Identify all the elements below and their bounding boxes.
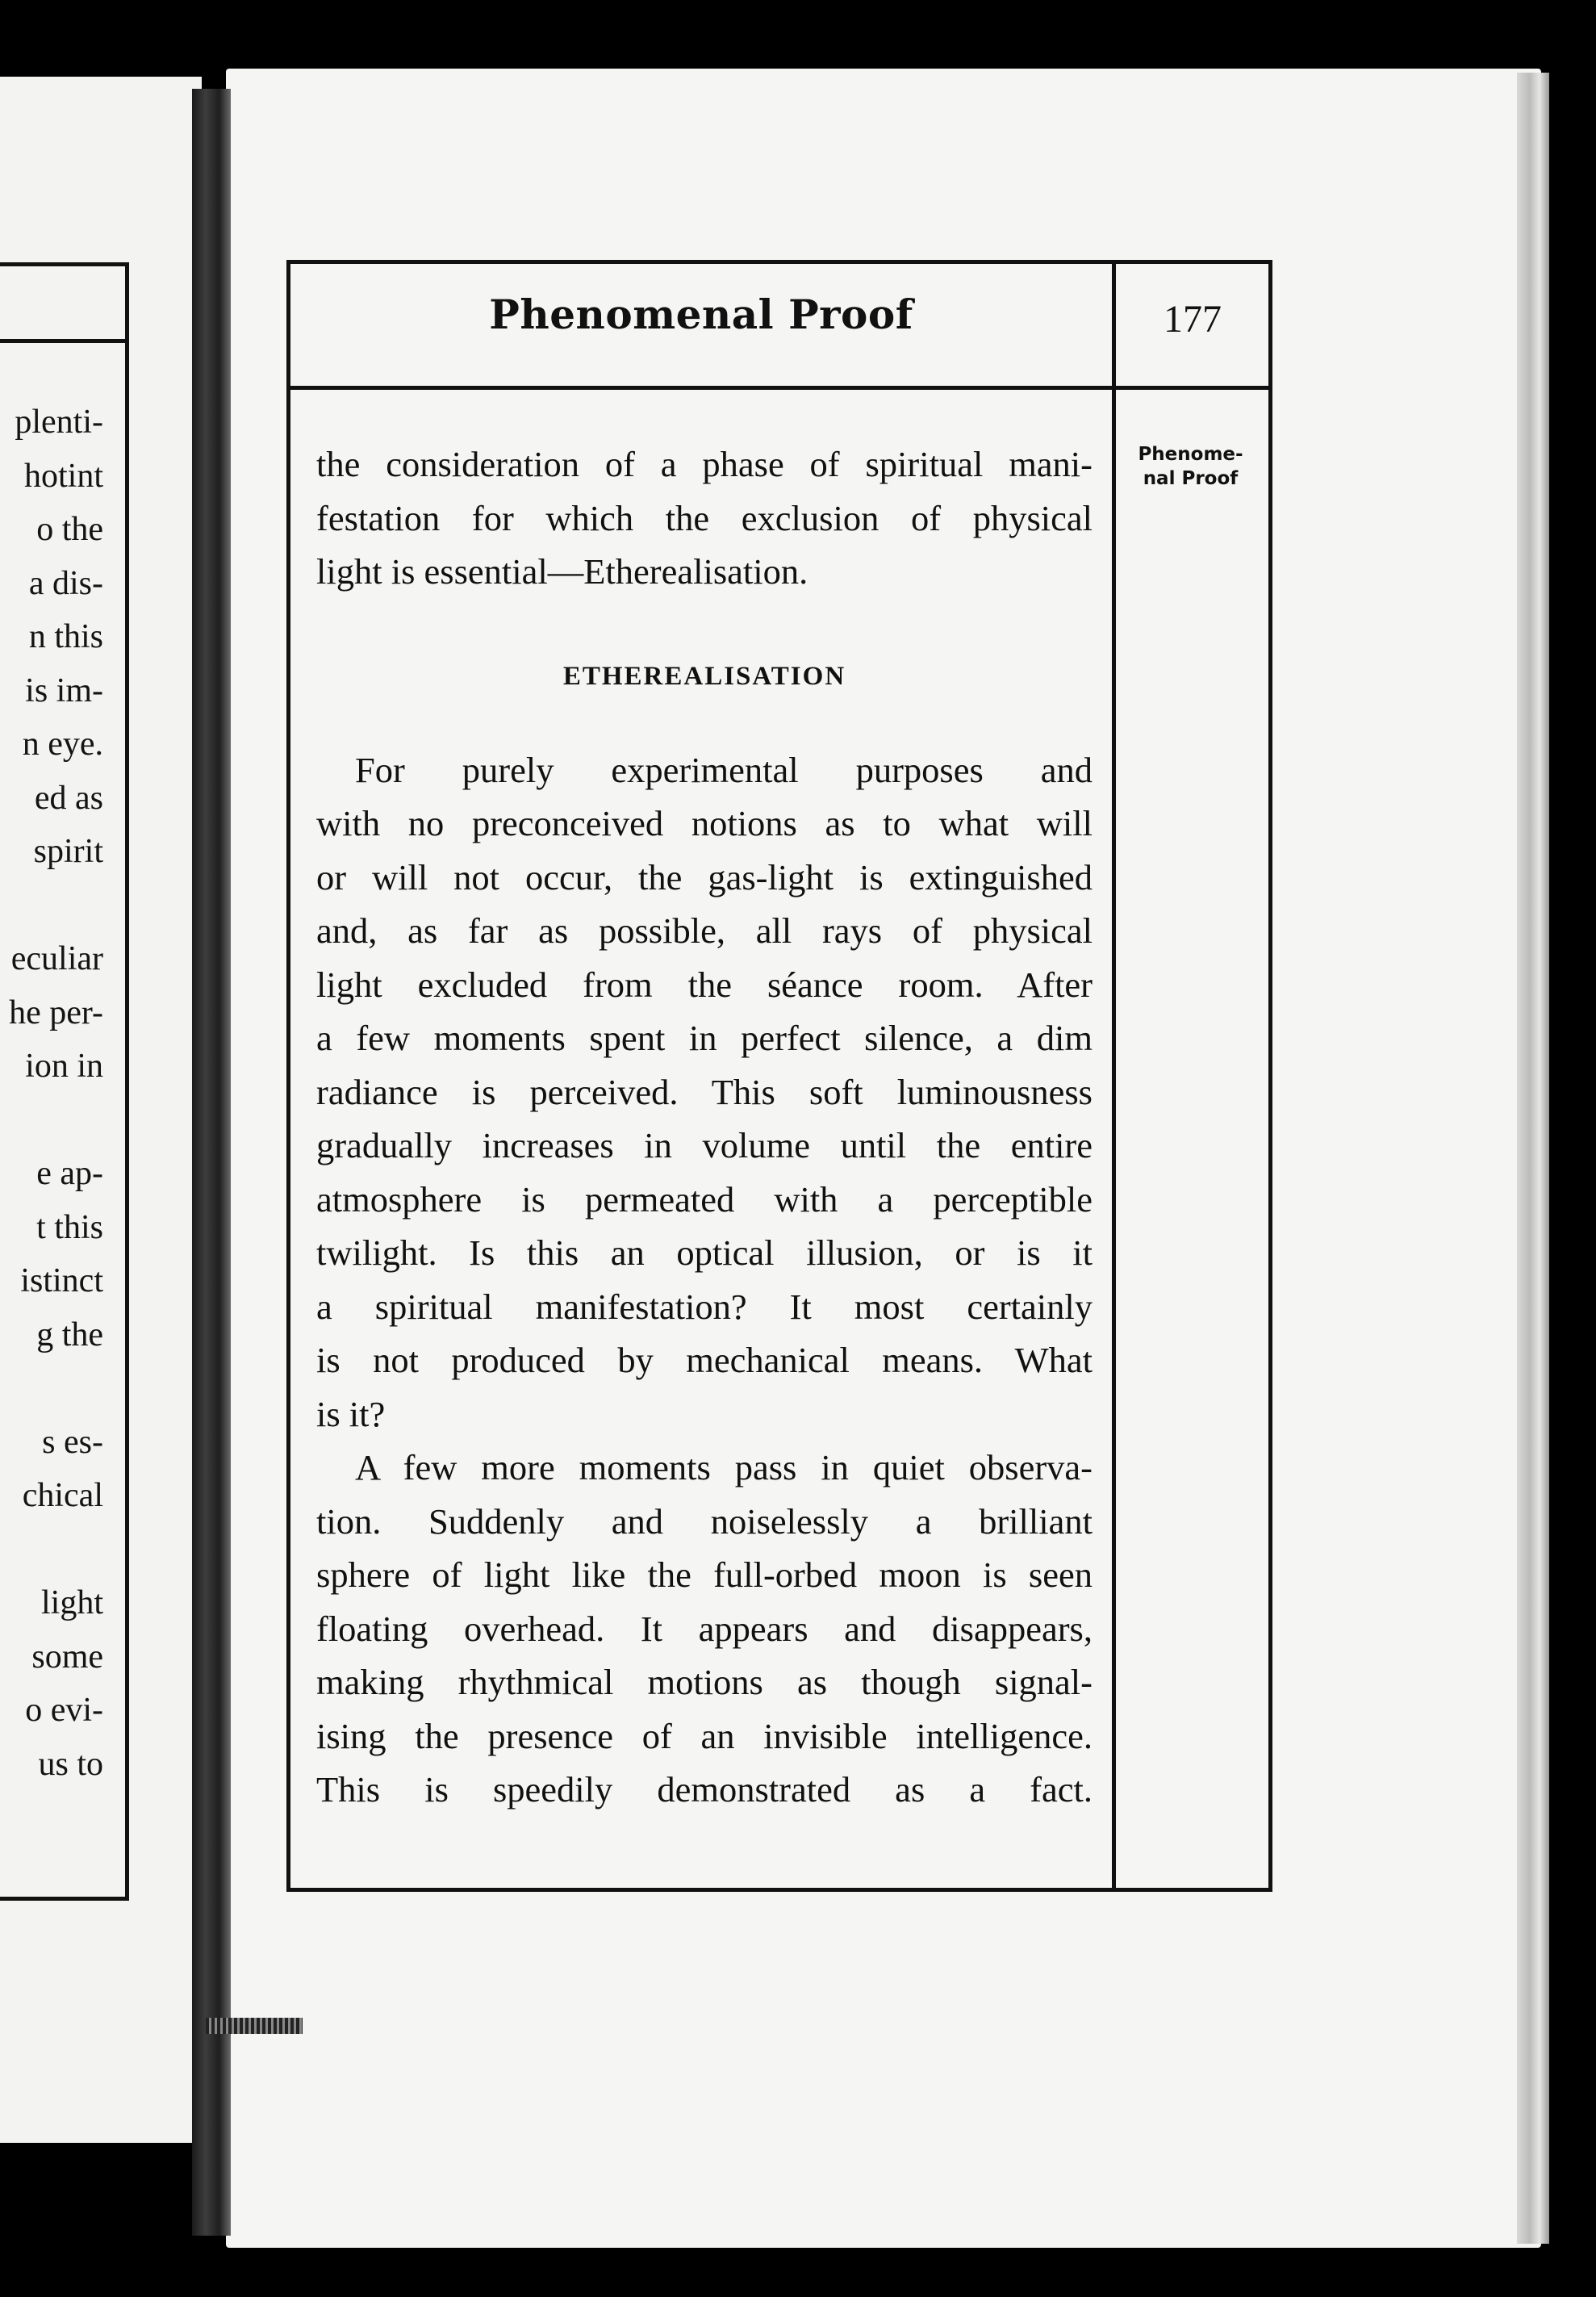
text-line: with no preconceived notions as to what will xyxy=(316,803,1093,843)
text-line: a few moments spent in perfect silence, a dim xyxy=(316,1018,1093,1058)
left-line: chical xyxy=(22,1477,103,1514)
text-line: making rhythmical motions as though signal- xyxy=(316,1662,1093,1702)
left-line: he per- xyxy=(9,994,103,1031)
paragraph xyxy=(316,437,1093,599)
left-line: o the xyxy=(36,511,103,548)
margin-note: Phenome-nal Proof xyxy=(1138,444,1243,489)
left-line xyxy=(9,879,103,933)
text-line: For purely experimental purposes and xyxy=(355,749,1093,790)
text-line: light is essential—Etherealisation. xyxy=(316,551,808,592)
left-page-header-rule xyxy=(0,339,125,343)
left-line: ion in xyxy=(25,1048,103,1085)
book-gutter xyxy=(192,89,231,2236)
left-line: n this xyxy=(28,618,103,655)
left-line: is im- xyxy=(25,672,103,709)
left-facing-page xyxy=(0,77,202,2143)
paragraph xyxy=(316,743,1093,1441)
text-line: floating overhead. It appears and disappears, xyxy=(316,1608,1093,1649)
left-line: eculiar xyxy=(10,940,103,977)
running-head: Phenomenal Proof xyxy=(489,291,913,338)
left-line: o evi- xyxy=(25,1692,103,1729)
left-line: e ap- xyxy=(36,1155,103,1192)
left-line: n eye. xyxy=(22,726,103,763)
text-line: gradually increases in volume until the entire xyxy=(316,1125,1093,1165)
left-page-text xyxy=(9,395,103,1791)
binding-thread xyxy=(206,2018,303,2034)
paragraph xyxy=(316,1441,1093,1817)
left-line: a dis- xyxy=(28,564,103,602)
margin-divider xyxy=(1112,264,1116,1888)
text-line: the consideration of a phase of spiritual mani- xyxy=(316,444,1093,484)
text-line: festation for which the exclusion of physical xyxy=(316,497,1093,538)
text-line: is it? xyxy=(316,1393,386,1434)
text-line: and, as far as possible, all rays of physical xyxy=(316,910,1093,951)
text-line: A few more moments pass in quiet observa- xyxy=(355,1447,1093,1487)
text-line: ising the presence of an invisible intelligence. xyxy=(316,1715,1093,1756)
page-edge xyxy=(1517,73,1549,2244)
text-line: radiance is perceived. This soft luminousness xyxy=(316,1071,1093,1112)
left-line: s es- xyxy=(42,1423,103,1461)
text-line: This is speedily demonstrated as a fact. xyxy=(316,1769,1093,1810)
header-rule xyxy=(290,386,1268,390)
page-number: 177 xyxy=(1164,298,1222,341)
left-line: some xyxy=(31,1638,103,1676)
left-line xyxy=(9,1094,103,1148)
left-line: istinct xyxy=(20,1262,103,1299)
text-line: is not produced by mechanical means. What xyxy=(316,1340,1093,1380)
text-line: sphere of light like the full-orbed moon is seen xyxy=(316,1554,1093,1595)
left-line xyxy=(9,1362,103,1416)
left-line: ed as xyxy=(34,779,103,817)
left-line: t this xyxy=(36,1208,103,1246)
left-line: plenti- xyxy=(15,404,103,441)
text-line: atmosphere is permeated with a perceptible xyxy=(316,1178,1093,1220)
left-line: us to xyxy=(38,1745,103,1783)
text-line: twilight. Is this an optical illusion, or is it xyxy=(316,1232,1093,1273)
text-line: or will not occur, the gas-light is extinguished xyxy=(316,856,1093,897)
section-heading: ETHEREALISATION xyxy=(562,661,846,691)
left-line: spirit xyxy=(33,833,103,870)
left-line: hotint xyxy=(23,457,103,495)
text-line: light excluded from the séance room. After xyxy=(316,964,1093,1005)
left-line: g the xyxy=(36,1316,103,1354)
text-line: a spiritual manifestation? It most certainly xyxy=(316,1286,1093,1327)
text-line: tion. Suddenly and noiselessly a brilliant xyxy=(316,1500,1093,1542)
left-line xyxy=(9,1523,103,1577)
page-body xyxy=(316,437,1093,1817)
left-line: light xyxy=(40,1584,103,1621)
